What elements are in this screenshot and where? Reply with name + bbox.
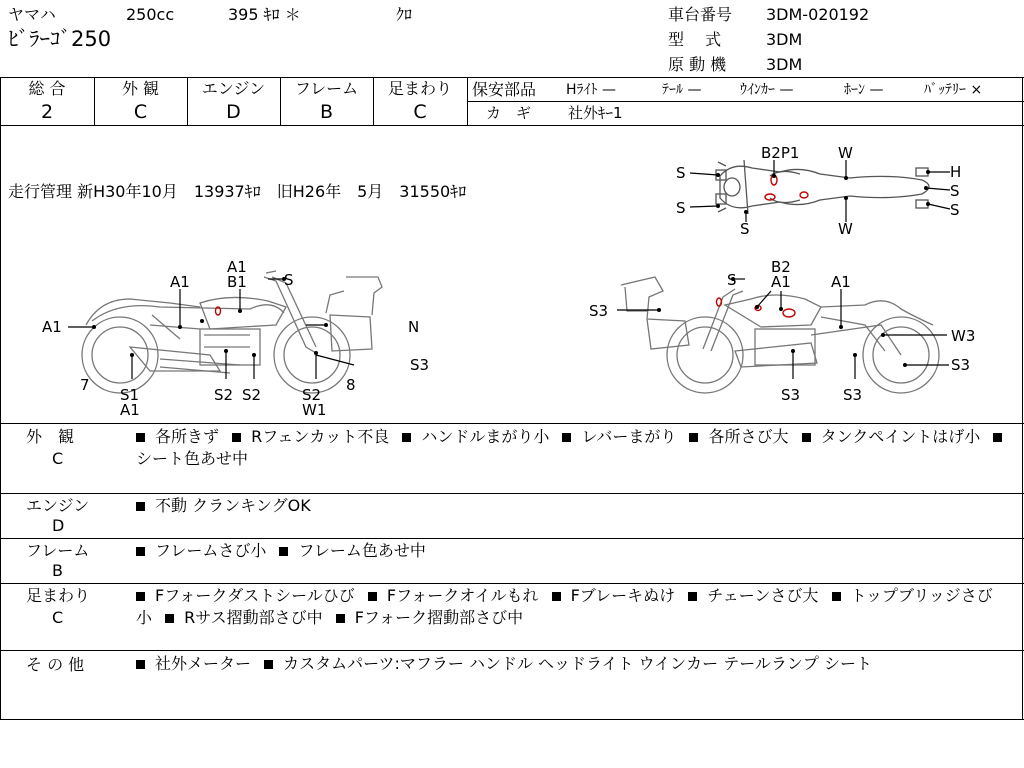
bullet-square-icon xyxy=(402,433,411,442)
list-item: ハンドルまがり小 xyxy=(402,427,549,446)
list-item: Fフォークダストシールひび xyxy=(136,586,355,605)
left-label-a1-bottom: A1 xyxy=(120,401,140,419)
bullet-square-icon xyxy=(562,433,571,442)
list-item: タンクペイントはげ小 xyxy=(802,427,981,446)
list-item: フレーム色あせ中 xyxy=(279,541,425,560)
top-label-w2: W xyxy=(838,220,853,238)
list-item: Fフォーク摺動部さび中 xyxy=(336,608,523,627)
frame-no-label: 車台番号 xyxy=(668,5,733,24)
top-label-h: H xyxy=(950,163,962,181)
bullet-square-icon xyxy=(136,547,145,556)
bullet-square-icon xyxy=(552,592,561,601)
list-item: Fフォークオイルもれ xyxy=(368,586,539,605)
bullet-square-icon xyxy=(136,433,145,442)
section-exterior-grade: C xyxy=(52,449,64,468)
section-suspension-items xyxy=(136,585,1016,629)
bullet-square-icon xyxy=(688,592,697,601)
engine-grade-value: D xyxy=(226,101,241,123)
bullet-square-icon xyxy=(279,547,288,556)
bullet-square-icon xyxy=(993,433,1002,442)
list-item: Rフェンカット不良 xyxy=(232,427,389,446)
right-label-a1-a: A1 xyxy=(771,273,791,291)
right-label-a1-b: A1 xyxy=(831,273,851,291)
bullet-square-icon xyxy=(264,660,273,669)
displacement: 250cc xyxy=(126,5,175,24)
section-frame-grade: B xyxy=(52,561,63,580)
engine-code-value: 3DM xyxy=(766,55,803,74)
maker: ヤマハ xyxy=(8,5,56,24)
section-other-items xyxy=(136,653,1016,675)
list-item: Fブレーキぬけ xyxy=(552,586,676,605)
left-label-7: 7 xyxy=(80,376,90,394)
key-value: 社外ｷｰ1 xyxy=(568,104,623,122)
list-item: フレームさび小 xyxy=(136,541,266,560)
suspension-grade-label: 足まわり xyxy=(387,79,452,98)
section-frame-items xyxy=(136,540,1016,562)
frame-grade-label: フレーム xyxy=(294,79,359,98)
top-view-diagram xyxy=(660,138,990,242)
left-label-b1: B1 xyxy=(227,273,247,291)
section-frame-label: フレーム xyxy=(26,541,90,560)
exterior-grade-label: 外 観 xyxy=(121,79,160,98)
bullet-square-icon xyxy=(368,592,377,601)
left-label-s2-b: S2 xyxy=(242,386,262,404)
list-item: シート色あせ中 xyxy=(136,427,1012,468)
section-exterior-items xyxy=(136,426,1016,470)
section-engine-items xyxy=(136,495,1016,517)
bullet-square-icon xyxy=(336,614,345,623)
odometer-history: 走行管理 新H30年10月 13937ｷﾛ 旧H26年 5月 31550ｷﾛ xyxy=(8,182,467,201)
list-item: 各所きず xyxy=(136,427,219,446)
section-exterior-label: 外 観 xyxy=(26,427,75,446)
top-label-w1: W xyxy=(838,144,853,162)
model-name: ﾋﾞﾗｰｺﾞ250 xyxy=(8,27,112,51)
left-label-8: 8 xyxy=(346,376,356,394)
bullet-square-icon xyxy=(832,592,841,601)
mileage: 395 ｷﾛ ＊ xyxy=(228,5,301,24)
right-label-s: S xyxy=(727,271,737,289)
top-label-s3: S xyxy=(740,220,750,238)
right-label-s3-right: S3 xyxy=(951,356,971,374)
top-label-s5: S xyxy=(950,201,960,219)
list-item: Rサス摺動部さび中 xyxy=(165,608,322,627)
list-item: チェーンさび大 xyxy=(688,586,818,605)
left-label-a1-mid: A1 xyxy=(170,273,190,291)
safety-item-tail: ﾃｰﾙ — xyxy=(662,82,702,98)
left-label-a1-left: A1 xyxy=(42,318,62,336)
engine-code-label: 原 動 機 xyxy=(668,55,727,74)
bullet-square-icon xyxy=(136,660,145,669)
list-item: レバーまがり xyxy=(562,427,676,446)
safety-parts-label: 保安部品 xyxy=(472,80,537,99)
frame-grade-value: B xyxy=(319,101,334,123)
list-item: トップブリッジさび小 xyxy=(136,586,993,627)
color: ｸﾛ xyxy=(396,5,413,24)
overall-grade-value: 2 xyxy=(40,101,54,123)
left-label-w1: W1 xyxy=(302,401,327,419)
bullet-square-icon xyxy=(136,502,145,511)
safety-item-battery: ﾊﾞｯﾃﾘｰ × xyxy=(924,82,983,98)
section-suspension-grade: C xyxy=(52,608,64,627)
frame-no-value: 3DM-020192 xyxy=(766,5,870,24)
right-label-s3-b1: S3 xyxy=(781,386,801,404)
list-item: 不動 クランキングOK xyxy=(136,496,311,515)
left-label-a1-top: A1 xyxy=(227,258,247,276)
left-label-s2-c: S2 xyxy=(302,386,322,404)
section-other-label: そ の 他 xyxy=(26,655,85,674)
safety-item-headlight: Hﾗｲﾄ — xyxy=(566,82,616,98)
engine-grade-label: エンジン xyxy=(201,79,266,98)
top-label-s1: S xyxy=(676,164,686,182)
section-engine-grade: D xyxy=(52,516,65,535)
bullet-square-icon xyxy=(136,592,145,601)
left-label-s2-a: S2 xyxy=(214,386,234,404)
list-item: 各所さび大 xyxy=(689,427,788,446)
list-item: カスタムパーツ:マフラー ハンドル ヘッドライト ウインカー テールランプ シート xyxy=(264,654,872,673)
type-label: 型 式 xyxy=(668,30,722,49)
type-value: 3DM xyxy=(766,30,803,49)
bullet-square-icon xyxy=(802,433,811,442)
bullet-square-icon xyxy=(232,433,241,442)
safety-item-winker: ｳｲﾝｶｰ — xyxy=(740,82,794,98)
right-label-b2: B2 xyxy=(771,258,791,276)
overall-grade-label: 総 合 xyxy=(28,79,66,98)
right-label-s3-left: S3 xyxy=(589,302,609,320)
key-label: カ ギ xyxy=(486,104,532,122)
right-side-diagram xyxy=(585,255,985,405)
bullet-square-icon xyxy=(689,433,698,442)
left-label-n: N xyxy=(408,318,420,336)
list-item: 社外メーター xyxy=(136,654,251,673)
right-label-s3-b2: S3 xyxy=(843,386,863,404)
top-label-s2: S xyxy=(676,199,686,217)
left-label-s1: S1 xyxy=(120,386,140,404)
section-suspension-label: 足まわり xyxy=(26,586,91,605)
suspension-grade-value: C xyxy=(413,101,427,123)
left-label-s-top: S xyxy=(284,271,294,289)
top-label-s4: S xyxy=(950,182,960,200)
left-side-diagram xyxy=(40,255,440,420)
bullet-square-icon xyxy=(165,614,174,623)
exterior-grade-value: C xyxy=(133,101,148,123)
section-engine-label: エンジン xyxy=(26,496,90,515)
safety-item-horn: ﾎｰﾝ — xyxy=(844,82,884,98)
top-label-b2p1: B2P1 xyxy=(761,144,800,162)
left-label-s3: S3 xyxy=(410,356,430,374)
right-label-w3: W3 xyxy=(951,327,976,345)
